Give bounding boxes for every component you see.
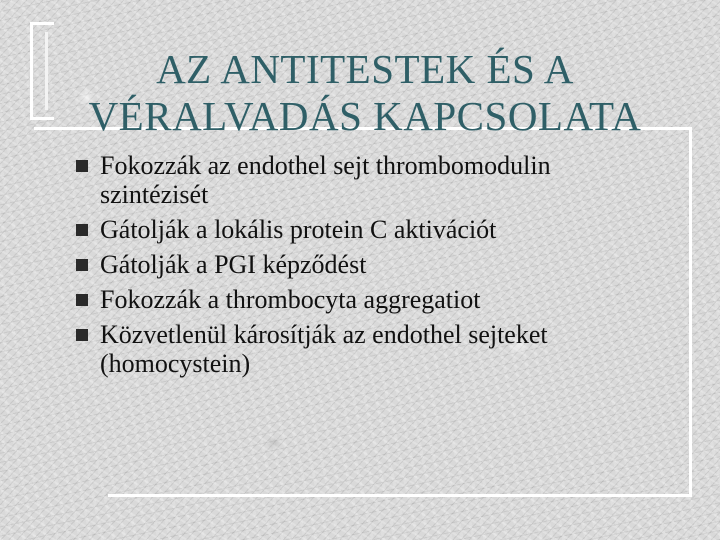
square-bullet-icon [76, 224, 88, 236]
bullet-item [76, 285, 676, 314]
title-line-1: AZ ANTITESTEK ÉS A [156, 46, 574, 92]
bullet-text: Gátolják a lokális protein C aktivációt [100, 215, 497, 244]
square-bullet-icon [76, 329, 88, 341]
bullet-item [76, 320, 676, 378]
bullet-text-continued: (homocystein) [100, 349, 251, 378]
bullet-list [76, 151, 676, 384]
slide-title [40, 46, 690, 140]
title-line-2: VÉRALVADÁS KAPCSOLATA [88, 93, 642, 139]
square-bullet-icon [76, 294, 88, 306]
bullet-text-continued: szintézisét [100, 180, 209, 209]
bullet-text: Fokozzák az endothel sejt thrombomodulin [100, 151, 551, 180]
frame-line-bottom [108, 494, 692, 497]
frame-line-right [689, 127, 692, 497]
bullet-text: Gátolják a PGI képződést [100, 250, 367, 279]
frame-bracket-left [30, 22, 33, 120]
bullet-item [76, 151, 676, 209]
frame-bracket-top [30, 22, 54, 25]
bullet-item [76, 215, 676, 244]
bullet-item [76, 250, 676, 279]
bullet-text: Közvetlenül károsítják az endothel sejteket [100, 320, 548, 349]
square-bullet-icon [76, 259, 88, 271]
bullet-text: Fokozzák a thrombocyta aggregatiot [100, 285, 481, 314]
square-bullet-icon [76, 160, 88, 172]
